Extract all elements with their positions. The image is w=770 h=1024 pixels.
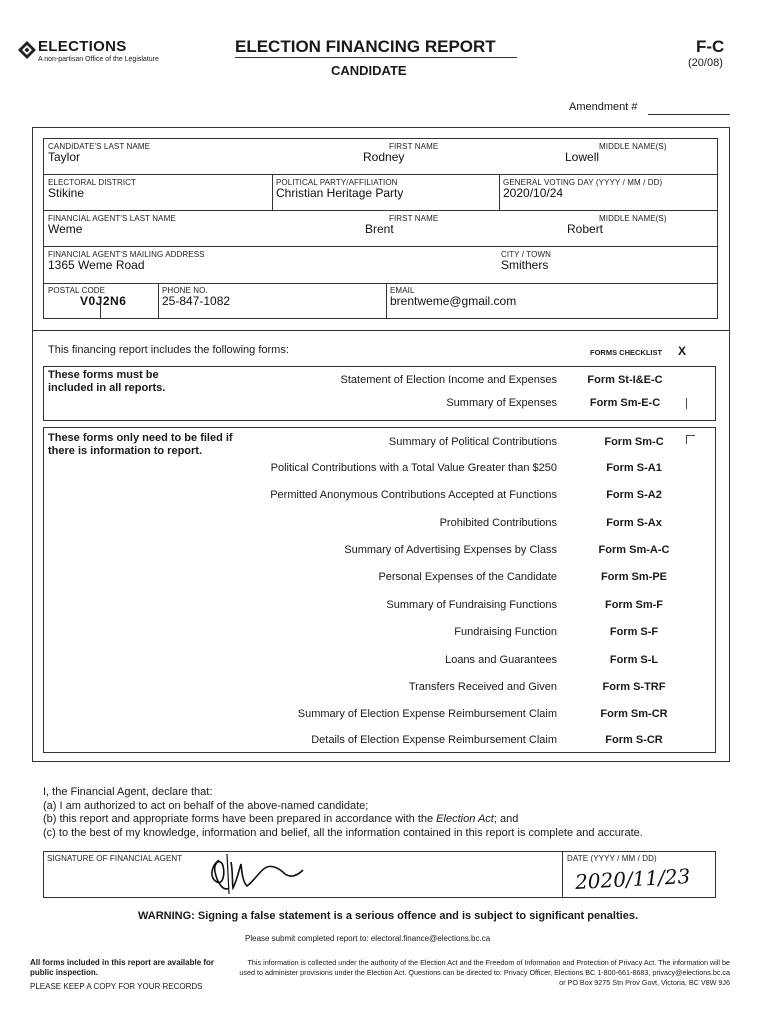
- privacy-notice: This information is collected under the authority of the Election Act and the Freedom of Information and Protection of Privacy Act. The information will be used to administer provisions under the Election Act. Questions can be directed to: Privacy Officer, Elections BC 1-800-661-8683, privacy@elections.bc.ca or PO Box 9275 Stn Prov Govt, Victoria, BC V8W 9J6: [239, 958, 730, 987]
- form-version: (20/08): [688, 57, 723, 69]
- signature-field[interactable]: [205, 852, 325, 897]
- district-label: ELECTORAL DISTRICT: [48, 178, 137, 187]
- optional-form-title: Loans and Guarantees: [445, 654, 557, 666]
- public-inspection-note: All forms included in this report are available for public inspection.: [30, 958, 215, 977]
- declaration-intro: I, the Financial Agent, declare that:: [43, 786, 213, 798]
- optional-forms-heading: These forms only need to be filed if there is information to report.: [48, 432, 233, 457]
- agent-last-name-label: FINANCIAL AGENT'S LAST NAME: [48, 214, 176, 223]
- voting-day[interactable]: 2020/10/24: [503, 186, 564, 200]
- optional-form-check[interactable]: [686, 435, 695, 444]
- amendment-label: Amendment #: [569, 101, 638, 113]
- elections-logo: [18, 38, 193, 68]
- agent-middle-name[interactable]: Robert: [567, 222, 604, 236]
- date-label: DATE (YYYY / MM / DD): [567, 854, 657, 863]
- forms-checklist-label: FORMS CHECKLIST: [590, 348, 663, 357]
- amendment-field[interactable]: [648, 114, 730, 115]
- optional-form-code: Form Sm-F: [604, 599, 664, 611]
- voting-day-label: GENERAL VOTING DAY (YYYY / MM / DD): [503, 178, 663, 187]
- optional-form-title: Political Contributions with a Total Value Greater than $250: [270, 462, 557, 474]
- optional-form-code: Form Sm-PE: [600, 571, 667, 583]
- optional-form-title: Summary of Fundraising Functions: [386, 599, 557, 611]
- logo-subtitle: A non-partisan Office of the Legislature: [38, 56, 159, 63]
- logo-mark-icon: [18, 41, 36, 59]
- declaration-b-text: (b) this report and appropriate forms have been prepared in accordance with the: [43, 813, 437, 825]
- agent-last-name[interactable]: Weme: [48, 222, 83, 236]
- required-form-check[interactable]: [686, 398, 687, 409]
- optional-form-code: Form S-A2: [606, 489, 662, 501]
- submit-instructions: Please submit completed report to: electoral.finance@elections.bc.ca: [245, 934, 491, 943]
- optional-form-code: Form S-CR: [605, 734, 663, 746]
- agent-middle-name-label: MIDDLE NAME(S): [599, 214, 667, 223]
- optional-form-code: Form S-L: [609, 654, 659, 666]
- optional-form-code: Form Sm-A-C: [598, 544, 670, 556]
- report-title: ELECTION FINANCING REPORT: [235, 37, 496, 56]
- optional-form-title: Summary of Political Contributions: [388, 436, 557, 448]
- required-form-title: Summary of Expenses: [446, 397, 557, 409]
- required-form-code: Form Sm-E-C: [589, 397, 661, 409]
- city-label: CITY / TOWN: [501, 250, 551, 259]
- keep-copy-note: PLEASE KEEP A COPY FOR YOUR RECORDS: [30, 982, 203, 991]
- optional-form-code: Form S-A1: [606, 462, 662, 474]
- agent-first-name-label: FIRST NAME: [389, 214, 439, 223]
- optional-form-code: Form Sm-CR: [600, 708, 668, 720]
- postal-code[interactable]: V0J2N6: [80, 294, 127, 308]
- candidate-first-name-label: FIRST NAME: [389, 142, 439, 151]
- party-label: POLITICAL PARTY/AFFILIATION: [276, 178, 398, 187]
- signature-date[interactable]: 2020/11/23: [574, 863, 691, 895]
- city-town[interactable]: Smithers: [501, 258, 549, 272]
- email-label: EMAIL: [390, 286, 415, 295]
- candidate-middle-name[interactable]: Lowell: [565, 150, 600, 164]
- optional-form-title: Summary of Election Expense Reimbursement Claim: [297, 708, 557, 720]
- optional-form-code: Form S-TRF: [602, 681, 666, 693]
- political-party[interactable]: Christian Heritage Party: [276, 186, 404, 200]
- mailing-address[interactable]: 1365 Weme Road: [48, 258, 145, 272]
- handwritten-signature: [205, 852, 325, 897]
- required-forms-heading: These forms must be included in all reports.: [48, 369, 166, 394]
- declaration-c: (c) to the best of my knowledge, information and belief, all the information contained in this report is complete and accurate.: [43, 827, 643, 839]
- address-label: FINANCIAL AGENT'S MAILING ADDRESS: [48, 250, 205, 259]
- optional-form-title: Fundraising Function: [454, 626, 557, 638]
- election-act-ref: Election Act: [436, 813, 494, 825]
- logo-text: ELECTIONS: [38, 38, 127, 55]
- postal-code-label: POSTAL CODE: [48, 286, 106, 295]
- signature-label: SIGNATURE OF FINANCIAL AGENT: [47, 854, 183, 863]
- optional-form-title: Permitted Anonymous Contributions Accepted at Functions: [270, 489, 557, 501]
- optional-form-code: Form Sm-C: [604, 436, 664, 448]
- optional-form-title: Transfers Received and Given: [408, 681, 557, 693]
- required-form-code: Form St-I&E-C: [587, 374, 663, 386]
- phone-number[interactable]: 25-847-1082: [162, 294, 231, 308]
- declaration-b-end: ; and: [493, 813, 519, 825]
- declaration-a: (a) I am authorized to act on behalf of the above-named candidate;: [43, 800, 369, 812]
- optional-forms-box: [43, 427, 716, 753]
- candidate-last-name-label: CANDIDATE'S LAST NAME: [48, 142, 151, 151]
- form-id: F-C: [696, 37, 725, 56]
- declaration-b: [43, 813, 518, 825]
- optional-form-code: Form S-Ax: [606, 517, 662, 529]
- candidate-last-name[interactable]: Taylor: [48, 150, 81, 164]
- electoral-district[interactable]: Stikine: [48, 186, 85, 200]
- phone-label: PHONE NO.: [162, 286, 208, 295]
- forms-checklist-mark: X: [678, 344, 687, 358]
- agent-first-name[interactable]: Brent: [365, 222, 394, 236]
- required-form-title: Statement of Election Income and Expenses: [340, 374, 557, 386]
- optional-form-title: Details of Election Expense Reimbursement Claim: [311, 734, 557, 746]
- warning-text: WARNING: Signing a false statement is a serious offence and is subject to significant penalties.: [138, 910, 638, 922]
- optional-form-title: Personal Expenses of the Candidate: [378, 571, 557, 583]
- email-address[interactable]: brentweme@gmail.com: [390, 294, 517, 308]
- optional-form-code: Form S-F: [609, 626, 659, 638]
- forms-intro: This financing report includes the following forms:: [48, 344, 289, 356]
- candidate-first-name[interactable]: Rodney: [363, 150, 405, 164]
- candidate-middle-name-label: MIDDLE NAME(S): [599, 142, 667, 151]
- optional-form-title: Prohibited Contributions: [439, 517, 557, 529]
- optional-form-title: Summary of Advertising Expenses by Class: [344, 544, 557, 556]
- report-subtitle: CANDIDATE: [331, 63, 407, 78]
